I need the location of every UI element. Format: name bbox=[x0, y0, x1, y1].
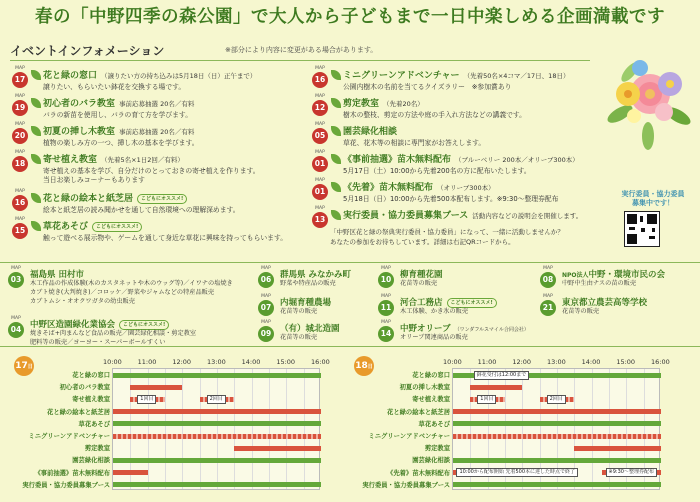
event-item bbox=[12, 152, 312, 188]
leaf-icon bbox=[331, 126, 341, 136]
event-desc: バラの新苗を使用し、バラの育て方を学びます。 bbox=[43, 111, 192, 119]
event-item bbox=[312, 152, 602, 178]
vendor-title: 河合工務店 こどもにオススメ! bbox=[400, 296, 497, 308]
schedule-bar bbox=[574, 446, 661, 451]
event-title: 初心者のバラ教室 事前応募抽選 20名／有料 bbox=[43, 99, 195, 109]
map-badge: MAP 05 bbox=[312, 128, 328, 144]
vendor-desc: オリーブ関連商品の販売 bbox=[400, 334, 468, 341]
vendor-title: 群馬県 みなかみ町 bbox=[280, 270, 351, 280]
schedule-note: 1回目 bbox=[477, 395, 496, 404]
vendor-desc: 中野中生由ナスの苗の販売 bbox=[562, 280, 637, 287]
event-item bbox=[312, 68, 602, 94]
schedule-bar bbox=[453, 409, 661, 414]
vendor-item bbox=[258, 268, 373, 296]
schedule-row-label: 園芸緑化相談 bbox=[72, 457, 110, 465]
event-desc: 寄せ植えの基本を学び、自分だけのとっておきの寄せ植えを作ります。 bbox=[43, 167, 260, 175]
schedule-note: 2回目 bbox=[207, 395, 226, 404]
event-item bbox=[12, 191, 312, 217]
leaf-icon bbox=[31, 98, 41, 108]
leaf-icon bbox=[31, 193, 41, 203]
schedule-row-label: 園芸緑化相談 bbox=[412, 457, 450, 465]
map-badge: MAP 10 bbox=[378, 272, 394, 288]
divider bbox=[0, 346, 700, 347]
schedule-bar bbox=[234, 446, 321, 451]
vendor-title: 中野オリーブ （ワンダフルスマイル合同会社） bbox=[400, 324, 529, 334]
vendor-title: 内堀育種農場 bbox=[280, 298, 332, 308]
vendor-item bbox=[540, 268, 698, 296]
event-desc: 当日お楽しみコーナーもあります bbox=[43, 176, 145, 184]
map-badge: MAP 17 bbox=[12, 72, 28, 88]
map-badge: MAP 08 bbox=[540, 272, 556, 288]
schedule-grid bbox=[112, 368, 320, 490]
event-title: 《事前抽選》苗木無料配布 （ブルーベリー 200本／オリーブ300本） bbox=[343, 155, 579, 165]
schedule-bar bbox=[453, 458, 661, 463]
event-item bbox=[12, 96, 312, 122]
schedule-row-label: 初夏の挿し木教室 bbox=[399, 384, 450, 392]
time-label: 10:00 bbox=[103, 358, 122, 366]
schedule-bar bbox=[453, 482, 661, 487]
event-desc: 植物の楽しみ方の一つ、挿し木の基本を学びます。 bbox=[43, 139, 199, 147]
event-title: 実行委員・協力委員募集ブース 活動内容などの説明会を開催します。 bbox=[343, 211, 583, 221]
event-item bbox=[12, 124, 312, 150]
map-badge: MAP 01 bbox=[312, 156, 328, 172]
vendor-desc: 花苗等の販売 bbox=[400, 280, 438, 287]
schedule-row-label: 花と緑の窓口 bbox=[412, 372, 450, 379]
vendor-item bbox=[258, 296, 373, 324]
event-item bbox=[312, 124, 602, 150]
event-item bbox=[312, 180, 602, 206]
kids-badge: こどもにオススメ! bbox=[119, 320, 169, 330]
schedule-row-label: ミニグリーンアドベンチャー bbox=[368, 433, 450, 440]
event-desc: 草花、花木等の相談に専門家がお答えします。 bbox=[343, 139, 486, 147]
leaf-icon bbox=[31, 126, 41, 136]
schedule-bar bbox=[113, 421, 321, 426]
map-badge: MAP 15 bbox=[12, 223, 28, 239]
time-label: 11:00 bbox=[137, 358, 157, 366]
map-badge: MAP 13 bbox=[312, 212, 328, 228]
leaf-icon bbox=[331, 70, 341, 80]
event-title: ミニグリーンアドベンチャー （先着50名×4コマ／17日、18日） bbox=[343, 71, 570, 81]
event-item bbox=[312, 96, 602, 122]
map-badge: MAP 21 bbox=[540, 300, 556, 316]
schedule-row-label: 寄せ植え教室 bbox=[72, 396, 110, 404]
vendor-desc: 花苗等の販売 bbox=[280, 334, 318, 341]
leaf-icon bbox=[331, 182, 341, 192]
event-desc: 5月17日（土）10:00から先着200名の方に配布いたします。 bbox=[343, 167, 531, 175]
leaf-icon bbox=[31, 154, 41, 164]
map-badge: MAP 14 bbox=[378, 326, 394, 342]
leaf-icon bbox=[331, 210, 341, 220]
vendor-desc: 木工作品の作成体験(木のカスタネットや木のウッグ等)／イワナの塩焼き カブト焼き(大判焼き)／コロッケ／野菜やジャムなどの特産品販売 カブトムシ・オオクワガタの幼虫販売 bbox=[30, 280, 233, 305]
vendor-title: NPO法人中野・環境市民の会 bbox=[562, 270, 666, 280]
schedule-row-label: 草花あそび bbox=[418, 420, 450, 428]
qr-code[interactable] bbox=[624, 211, 660, 247]
time-label: 15:00 bbox=[276, 358, 296, 366]
flower-bouquet-icon bbox=[600, 44, 696, 154]
kids-badge: こどもにオススメ! bbox=[447, 298, 497, 308]
vendor-title: 柳育種花園 bbox=[400, 270, 443, 280]
map-badge: MAP 06 bbox=[258, 272, 274, 288]
time-label: 12:00 bbox=[172, 358, 192, 366]
schedule-bar bbox=[470, 385, 522, 390]
leaf-icon bbox=[331, 154, 341, 164]
time-label: 13:00 bbox=[207, 358, 226, 366]
schedule-note: 鉢花受付は12:00まで bbox=[474, 371, 529, 380]
vendor-desc: 焼きそば+肉まんなど食品の販売／園芸緑化相談・剪定教室 肥料等の販売／ヨーヨー・スーパーボールすくい bbox=[30, 330, 197, 346]
schedule-row-label: ミニグリーンアドベンチャー bbox=[28, 433, 110, 440]
schedule-note: ※9:30〜整理券配布 bbox=[606, 468, 657, 477]
schedule-row-label: 《事前抽選》苗木無料配布 bbox=[34, 469, 110, 477]
time-label: 10:00 bbox=[443, 358, 462, 366]
map-badge: MAP 11 bbox=[378, 300, 394, 316]
day-badge: 17日 bbox=[14, 356, 34, 376]
event-title: 剪定教室 （先着20名） bbox=[343, 99, 424, 109]
event-desc: 絵本と紙芝居の読み聞かせを通して自然環境への理解深めます。 bbox=[43, 206, 240, 214]
page-title: 春の「中野四季の森公園」で大人から子どもまで一日中楽しめる企画満載です bbox=[35, 7, 665, 27]
schedule-row-label: 草花あそび bbox=[78, 420, 110, 428]
vendor-item bbox=[378, 268, 538, 296]
event-title: 園芸緑化相談 bbox=[343, 127, 398, 137]
schedule-bar bbox=[130, 385, 182, 390]
schedule-row-label: 花と緑の絵本と紙芝居 bbox=[387, 408, 450, 416]
time-label: 14:00 bbox=[581, 358, 601, 366]
schedule-row-label: 剪定教室 bbox=[84, 445, 110, 453]
schedule-row-label: 実行委員・協力委員募集ブース bbox=[22, 481, 110, 489]
day-badge: 18日 bbox=[354, 356, 374, 376]
vendor-desc: 花苗等の販売 bbox=[562, 308, 600, 315]
qr-caption-line: 募集中です！ bbox=[632, 199, 674, 207]
divider bbox=[10, 60, 590, 61]
event-item bbox=[12, 68, 312, 94]
schedule-bar bbox=[113, 458, 321, 463]
qr-caption-line: 実行委員・協力委員 bbox=[621, 190, 685, 198]
event-desc: 5月18日（日）10:00から先着500本配布します。※9:30〜整理券配布 bbox=[343, 195, 559, 203]
divider bbox=[0, 262, 700, 263]
map-badge: MAP 18 bbox=[12, 156, 28, 172]
schedule-bar bbox=[113, 470, 148, 475]
event-title: 初夏の挿し木教室 事前応募抽選 20名／有料 bbox=[43, 127, 195, 137]
vendor-desc: 野菜や特産品の販売 bbox=[280, 280, 336, 287]
vendor-title: 福島県 田村市 bbox=[30, 270, 84, 280]
schedule-bar bbox=[113, 434, 321, 439]
schedule-note: 2回目 bbox=[547, 395, 566, 404]
map-badge: MAP 19 bbox=[12, 100, 28, 116]
schedule-row-label: 花と緑の窓口 bbox=[72, 372, 110, 379]
time-label: 12:00 bbox=[512, 358, 532, 366]
vendor-title: 東京都立農芸高等学校 bbox=[562, 298, 648, 308]
schedule-bar bbox=[113, 373, 321, 378]
time-label: 13:00 bbox=[547, 358, 566, 366]
leaf-icon bbox=[31, 70, 41, 80]
vendor-item bbox=[8, 318, 258, 346]
map-badge: MAP 12 bbox=[312, 100, 328, 116]
schedule-note: 1回目 bbox=[137, 395, 156, 404]
event-item bbox=[312, 208, 602, 226]
event-title: 花と緑の窓口 （譲りたい方の持ち込みは5月18日（日）正午まで） bbox=[43, 71, 257, 81]
event-info-note: ※部分により内容に変更がある場合があります。 bbox=[225, 46, 378, 54]
time-label: 11:00 bbox=[477, 358, 497, 366]
schedule-day-18 bbox=[340, 356, 680, 496]
event-title: 草花あそび こどもにオススメ! bbox=[43, 219, 142, 232]
map-badge: MAP 01 bbox=[312, 184, 328, 200]
time-label: 15:00 bbox=[616, 358, 636, 366]
event-title: 《先着》苗木無料配布 （オリーブ300本） bbox=[343, 183, 495, 193]
time-label: 16:00 bbox=[651, 358, 670, 366]
vendor-item bbox=[540, 296, 698, 324]
schedule-bar bbox=[453, 434, 661, 439]
map-badge: MAP 04 bbox=[8, 322, 24, 338]
event-desc: 触って遊べる展示物や、ゲームを通して身近な草花に興味を持ってもらいます。 bbox=[43, 234, 288, 242]
schedule-row-label: 実行委員・協力委員募集ブース bbox=[362, 481, 450, 489]
schedule-day-17 bbox=[0, 356, 340, 496]
schedule-row-label: 寄せ植え教室 bbox=[412, 396, 450, 404]
event-item bbox=[12, 219, 312, 245]
schedule-row-label: 花と緑の絵本と紙芝居 bbox=[47, 408, 110, 416]
schedule-row-label: 初心者のバラ教室 bbox=[59, 384, 110, 392]
schedule-bar bbox=[113, 482, 321, 487]
schedule-bar bbox=[453, 421, 661, 426]
map-badge: MAP 16 bbox=[312, 72, 328, 88]
recruit-line: あなたの参加をお待ちしています。詳細は右記QRコードから。 bbox=[330, 238, 515, 246]
schedule-note: 10:00から配布開始 先着500本に達した時点で終了 bbox=[456, 468, 578, 477]
map-badge: MAP 16 bbox=[12, 195, 28, 211]
recruit-line: 「中野区花と緑の祭典実行委員・協力委員」になって、一緒に活動しませんか？ bbox=[330, 228, 564, 236]
kids-badge: こどもにオススメ! bbox=[137, 194, 187, 204]
event-title: 寄せ植え教室 （先着5名×1日2回／有料） bbox=[43, 155, 184, 165]
map-badge: MAP 07 bbox=[258, 300, 274, 316]
qr-caption bbox=[608, 190, 698, 208]
kids-badge: こどもにオススメ! bbox=[92, 222, 142, 232]
leaf-icon bbox=[31, 221, 41, 231]
leaf-icon bbox=[331, 98, 341, 108]
event-desc: 樹木の整枝、剪定の方法や庭の手入れ方法などの講義です。 bbox=[343, 111, 526, 119]
time-label: 14:00 bbox=[241, 358, 261, 366]
schedule-row-label: 剪定教室 bbox=[424, 445, 450, 453]
vendor-desc: 木工体験、かき氷の販売 bbox=[400, 308, 469, 315]
vendor-title: （有）城北造園 bbox=[280, 324, 340, 334]
map-badge: MAP 09 bbox=[258, 326, 274, 342]
event-info-heading: イベントインフォメーション bbox=[10, 44, 165, 58]
vendor-item bbox=[378, 296, 538, 324]
map-badge: MAP 20 bbox=[12, 128, 28, 144]
vendor-title: 中野区造園緑化業協会 こどもにオススメ! bbox=[30, 318, 169, 330]
schedule-grid bbox=[452, 368, 660, 490]
schedule-row-label: 《先着》苗木無料配布 bbox=[387, 469, 450, 477]
schedule-bar bbox=[113, 409, 321, 414]
map-badge: MAP 03 bbox=[8, 272, 24, 288]
event-title: 花と緑の絵本と紙芝居 こどもにオススメ! bbox=[43, 191, 187, 204]
event-desc: 公園内樹木の名前を当てるクイズラリー ※参加賞あり bbox=[343, 83, 512, 91]
time-label: 16:00 bbox=[311, 358, 330, 366]
vendor-desc: 花苗等の販売 bbox=[280, 308, 318, 315]
vendor-item bbox=[8, 268, 258, 316]
event-desc: 譲りたい、もらいたい鉢花を交換する場です。 bbox=[43, 83, 186, 91]
recruit-text bbox=[330, 227, 580, 257]
